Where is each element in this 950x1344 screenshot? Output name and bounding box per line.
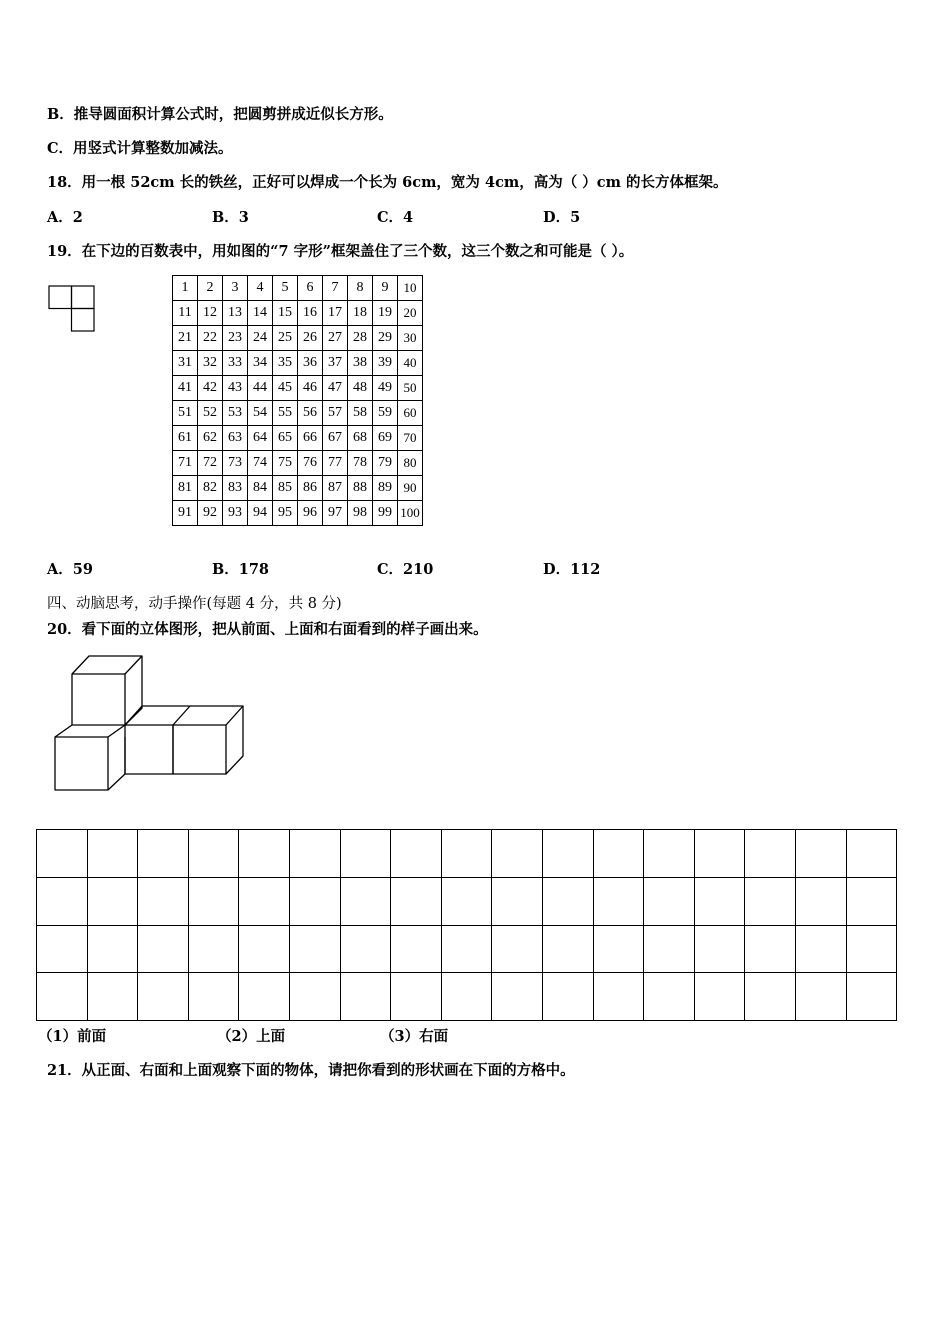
hundred-chart-cell: 72 xyxy=(198,451,223,476)
grid-cell xyxy=(188,830,239,878)
grid-cell xyxy=(37,877,88,925)
hundred-chart-cell: 52 xyxy=(198,401,223,426)
grid-cell xyxy=(391,973,442,1021)
hundred-chart-cell: 44 xyxy=(248,376,273,401)
hundred-chart-cell: 79 xyxy=(373,451,398,476)
hundred-chart-cell: 8 xyxy=(348,276,373,301)
drawing-grid xyxy=(36,829,897,1021)
hundred-chart-row xyxy=(173,351,423,376)
caption-right-view: （3）右面 xyxy=(380,1028,449,1045)
hundred-chart-cell: 64 xyxy=(248,426,273,451)
grid-cell xyxy=(795,973,846,1021)
hundred-chart-cell: 80 xyxy=(398,451,423,476)
hundred-chart-cell: 17 xyxy=(323,301,348,326)
hundred-chart-cell: 47 xyxy=(323,376,348,401)
grid-cell xyxy=(745,830,796,878)
grid-cell xyxy=(441,830,492,878)
hundred-chart-cell: 89 xyxy=(373,476,398,501)
hundred-chart-row xyxy=(173,276,423,301)
hundred-chart-cell: 61 xyxy=(173,426,198,451)
cube-solid-figure xyxy=(50,650,250,795)
hundred-chart-cell: 83 xyxy=(223,476,248,501)
q18-option-c: C．4 xyxy=(377,209,414,226)
grid-cell xyxy=(289,973,340,1021)
grid-cell xyxy=(87,925,138,973)
hundred-chart-cell: 21 xyxy=(173,326,198,351)
hundred-chart-cell: 84 xyxy=(248,476,273,501)
hundred-chart-cell: 90 xyxy=(398,476,423,501)
q18-option-b: B．3 xyxy=(212,209,249,226)
hundred-chart-cell: 31 xyxy=(173,351,198,376)
grid-cell xyxy=(441,877,492,925)
grid-cell xyxy=(239,877,290,925)
grid-cell xyxy=(846,877,897,925)
seven-shape-frame-figure xyxy=(48,285,96,333)
hundred-chart-cell: 68 xyxy=(348,426,373,451)
hundred-chart-cell: 39 xyxy=(373,351,398,376)
hundred-chart-cell: 85 xyxy=(273,476,298,501)
hundred-chart-row xyxy=(173,451,423,476)
grid-row xyxy=(37,877,897,925)
grid-cell xyxy=(340,877,391,925)
hundred-chart-row xyxy=(173,301,423,326)
grid-cell xyxy=(37,973,88,1021)
grid-cell xyxy=(391,925,442,973)
option-c-previous: C．用竖式计算整数加减法。 xyxy=(47,140,233,157)
grid-cell xyxy=(340,830,391,878)
grid-row xyxy=(37,973,897,1021)
hundred-chart-cell: 4 xyxy=(248,276,273,301)
hundred-chart-cell: 81 xyxy=(173,476,198,501)
grid-cell xyxy=(188,973,239,1021)
hundred-chart-cell: 77 xyxy=(323,451,348,476)
hundred-chart-cell: 69 xyxy=(373,426,398,451)
caption-front-view: （1）前面 xyxy=(38,1028,107,1045)
hundred-chart-cell: 16 xyxy=(298,301,323,326)
hundred-chart-cell: 100 xyxy=(398,501,423,526)
hundred-chart-cell: 1 xyxy=(173,276,198,301)
hundred-chart-cell: 74 xyxy=(248,451,273,476)
grid-cell xyxy=(441,973,492,1021)
grid-cell xyxy=(694,830,745,878)
question-19: 19．在下边的百数表中，用如图的“7 字形”框架盖住了三个数，这三个数之和可能是（ ）。 xyxy=(47,243,634,260)
hundred-chart-cell: 40 xyxy=(398,351,423,376)
question-18: 18．用一根 52cm 长的铁丝，正好可以焊成一个长为 6cm，宽为 4cm，高为（ ）cm 的长方体框架。 xyxy=(47,174,728,191)
hundred-chart xyxy=(172,275,423,526)
hundred-chart-cell: 14 xyxy=(248,301,273,326)
hundred-chart-cell: 92 xyxy=(198,501,223,526)
grid-cell xyxy=(542,973,593,1021)
caption-top-view: （2）上面 xyxy=(217,1028,286,1045)
hundred-chart-cell: 5 xyxy=(273,276,298,301)
hundred-chart-cell: 56 xyxy=(298,401,323,426)
hundred-chart-cell: 42 xyxy=(198,376,223,401)
hundred-chart-cell: 15 xyxy=(273,301,298,326)
hundred-chart-row xyxy=(173,426,423,451)
grid-cell xyxy=(644,877,695,925)
hundred-chart-cell: 99 xyxy=(373,501,398,526)
hundred-chart-cell: 75 xyxy=(273,451,298,476)
question-20: 20．看下面的立体图形，把从前面、上面和右面看到的样子画出来。 xyxy=(47,621,488,638)
grid-cell xyxy=(391,877,442,925)
hundred-chart-cell: 22 xyxy=(198,326,223,351)
grid-cell xyxy=(138,925,189,973)
hundred-chart-cell: 73 xyxy=(223,451,248,476)
hundred-chart-cell: 67 xyxy=(323,426,348,451)
hundred-chart-cell: 33 xyxy=(223,351,248,376)
hundred-chart-cell: 88 xyxy=(348,476,373,501)
hundred-chart-cell: 98 xyxy=(348,501,373,526)
hundred-chart-row xyxy=(173,401,423,426)
grid-cell xyxy=(37,925,88,973)
hundred-chart-cell: 86 xyxy=(298,476,323,501)
hundred-chart-cell: 34 xyxy=(248,351,273,376)
grid-cell xyxy=(492,925,543,973)
hundred-chart-cell: 55 xyxy=(273,401,298,426)
grid-cell xyxy=(644,925,695,973)
grid-cell xyxy=(745,877,796,925)
hundred-chart-cell: 25 xyxy=(273,326,298,351)
grid-cell xyxy=(239,973,290,1021)
hundred-chart-cell: 53 xyxy=(223,401,248,426)
grid-cell xyxy=(289,877,340,925)
hundred-chart-cell: 87 xyxy=(323,476,348,501)
hundred-chart-cell: 71 xyxy=(173,451,198,476)
hundred-chart-cell: 70 xyxy=(398,426,423,451)
hundred-chart-cell: 37 xyxy=(323,351,348,376)
q19-option-c: C．210 xyxy=(377,561,434,578)
hundred-chart-cell: 66 xyxy=(298,426,323,451)
hundred-chart-cell: 94 xyxy=(248,501,273,526)
grid-cell xyxy=(239,925,290,973)
hundred-chart-cell: 82 xyxy=(198,476,223,501)
hundred-chart-cell: 11 xyxy=(173,301,198,326)
hundred-chart-cell: 59 xyxy=(373,401,398,426)
hundred-chart-cell: 54 xyxy=(248,401,273,426)
grid-cell xyxy=(188,925,239,973)
hundred-chart-cell: 18 xyxy=(348,301,373,326)
grid-cell xyxy=(138,973,189,1021)
hundred-chart-cell: 10 xyxy=(398,276,423,301)
grid-cell xyxy=(593,877,644,925)
grid-cell xyxy=(795,925,846,973)
grid-cell xyxy=(644,973,695,1021)
hundred-chart-cell: 78 xyxy=(348,451,373,476)
grid-cell xyxy=(87,877,138,925)
grid-cell xyxy=(87,973,138,1021)
hundred-chart-cell: 46 xyxy=(298,376,323,401)
hundred-chart-cell: 50 xyxy=(398,376,423,401)
hundred-chart-cell: 49 xyxy=(373,376,398,401)
hundred-chart-cell: 36 xyxy=(298,351,323,376)
grid-cell xyxy=(138,877,189,925)
hundred-chart-row xyxy=(173,326,423,351)
hundred-chart-cell: 41 xyxy=(173,376,198,401)
grid-cell xyxy=(795,877,846,925)
hundred-chart-cell: 9 xyxy=(373,276,398,301)
hundred-chart-row xyxy=(173,376,423,401)
hundred-chart-cell: 35 xyxy=(273,351,298,376)
grid-row xyxy=(37,830,897,878)
grid-cell xyxy=(593,830,644,878)
hundred-chart-cell: 26 xyxy=(298,326,323,351)
grid-cell xyxy=(795,830,846,878)
hundred-chart-cell: 96 xyxy=(298,501,323,526)
section-4-heading: 四、动脑思考，动手操作(每题 4 分，共 8 分) xyxy=(47,596,342,612)
hundred-chart-cell: 24 xyxy=(248,326,273,351)
grid-cell xyxy=(694,973,745,1021)
hundred-chart-cell: 43 xyxy=(223,376,248,401)
grid-cell xyxy=(542,877,593,925)
grid-cell xyxy=(340,925,391,973)
hundred-chart-cell: 57 xyxy=(323,401,348,426)
hundred-chart-cell: 7 xyxy=(323,276,348,301)
hundred-chart-cell: 58 xyxy=(348,401,373,426)
hundred-chart-row xyxy=(173,476,423,501)
hundred-chart-cell: 27 xyxy=(323,326,348,351)
hundred-chart-cell: 2 xyxy=(198,276,223,301)
hundred-chart-cell: 95 xyxy=(273,501,298,526)
grid-cell xyxy=(846,830,897,878)
question-21: 21．从正面、右面和上面观察下面的物体，请把你看到的形状画在下面的方格中。 xyxy=(47,1062,575,1079)
grid-row xyxy=(37,925,897,973)
grid-cell xyxy=(745,925,796,973)
hundred-chart-cell: 51 xyxy=(173,401,198,426)
q19-option-d: D．112 xyxy=(543,561,601,578)
hundred-chart-cell: 91 xyxy=(173,501,198,526)
hundred-chart-row xyxy=(173,501,423,526)
q19-option-a: A．59 xyxy=(47,561,93,578)
grid-cell xyxy=(846,925,897,973)
q19-option-b: B．178 xyxy=(212,561,270,578)
hundred-chart-cell: 38 xyxy=(348,351,373,376)
hundred-chart-cell: 48 xyxy=(348,376,373,401)
hundred-chart-cell: 12 xyxy=(198,301,223,326)
grid-cell xyxy=(492,830,543,878)
grid-cell xyxy=(694,925,745,973)
hundred-chart-cell: 32 xyxy=(198,351,223,376)
option-b-previous: B．推导圆面积计算公式时，把圆剪拼成近似长方形。 xyxy=(47,106,393,123)
hundred-chart-cell: 93 xyxy=(223,501,248,526)
grid-cell xyxy=(37,830,88,878)
grid-cell xyxy=(593,925,644,973)
grid-cell xyxy=(188,877,239,925)
hundred-chart-cell: 63 xyxy=(223,426,248,451)
hundred-chart-cell: 60 xyxy=(398,401,423,426)
grid-cell xyxy=(846,973,897,1021)
grid-cell xyxy=(239,830,290,878)
grid-cell xyxy=(492,973,543,1021)
grid-cell xyxy=(492,877,543,925)
hundred-chart-cell: 97 xyxy=(323,501,348,526)
grid-cell xyxy=(745,973,796,1021)
hundred-chart-cell: 62 xyxy=(198,426,223,451)
grid-cell xyxy=(87,830,138,878)
grid-cell xyxy=(138,830,189,878)
hundred-chart-cell: 29 xyxy=(373,326,398,351)
grid-cell xyxy=(391,830,442,878)
hundred-chart-cell: 19 xyxy=(373,301,398,326)
q18-option-d: D．5 xyxy=(543,209,581,226)
hundred-chart-cell: 20 xyxy=(398,301,423,326)
grid-cell xyxy=(542,925,593,973)
grid-cell xyxy=(340,973,391,1021)
hundred-chart-cell: 65 xyxy=(273,426,298,451)
hundred-chart-cell: 3 xyxy=(223,276,248,301)
hundred-chart-cell: 23 xyxy=(223,326,248,351)
grid-cell xyxy=(289,925,340,973)
grid-cell xyxy=(694,877,745,925)
grid-cell xyxy=(593,973,644,1021)
grid-cell xyxy=(644,830,695,878)
grid-cell xyxy=(441,925,492,973)
hundred-chart-cell: 30 xyxy=(398,326,423,351)
q18-option-a: A．2 xyxy=(47,209,83,226)
hundred-chart-cell: 13 xyxy=(223,301,248,326)
hundred-chart-cell: 45 xyxy=(273,376,298,401)
hundred-chart-cell: 76 xyxy=(298,451,323,476)
hundred-chart-cell: 28 xyxy=(348,326,373,351)
grid-cell xyxy=(542,830,593,878)
grid-cell xyxy=(289,830,340,878)
hundred-chart-cell: 6 xyxy=(298,276,323,301)
